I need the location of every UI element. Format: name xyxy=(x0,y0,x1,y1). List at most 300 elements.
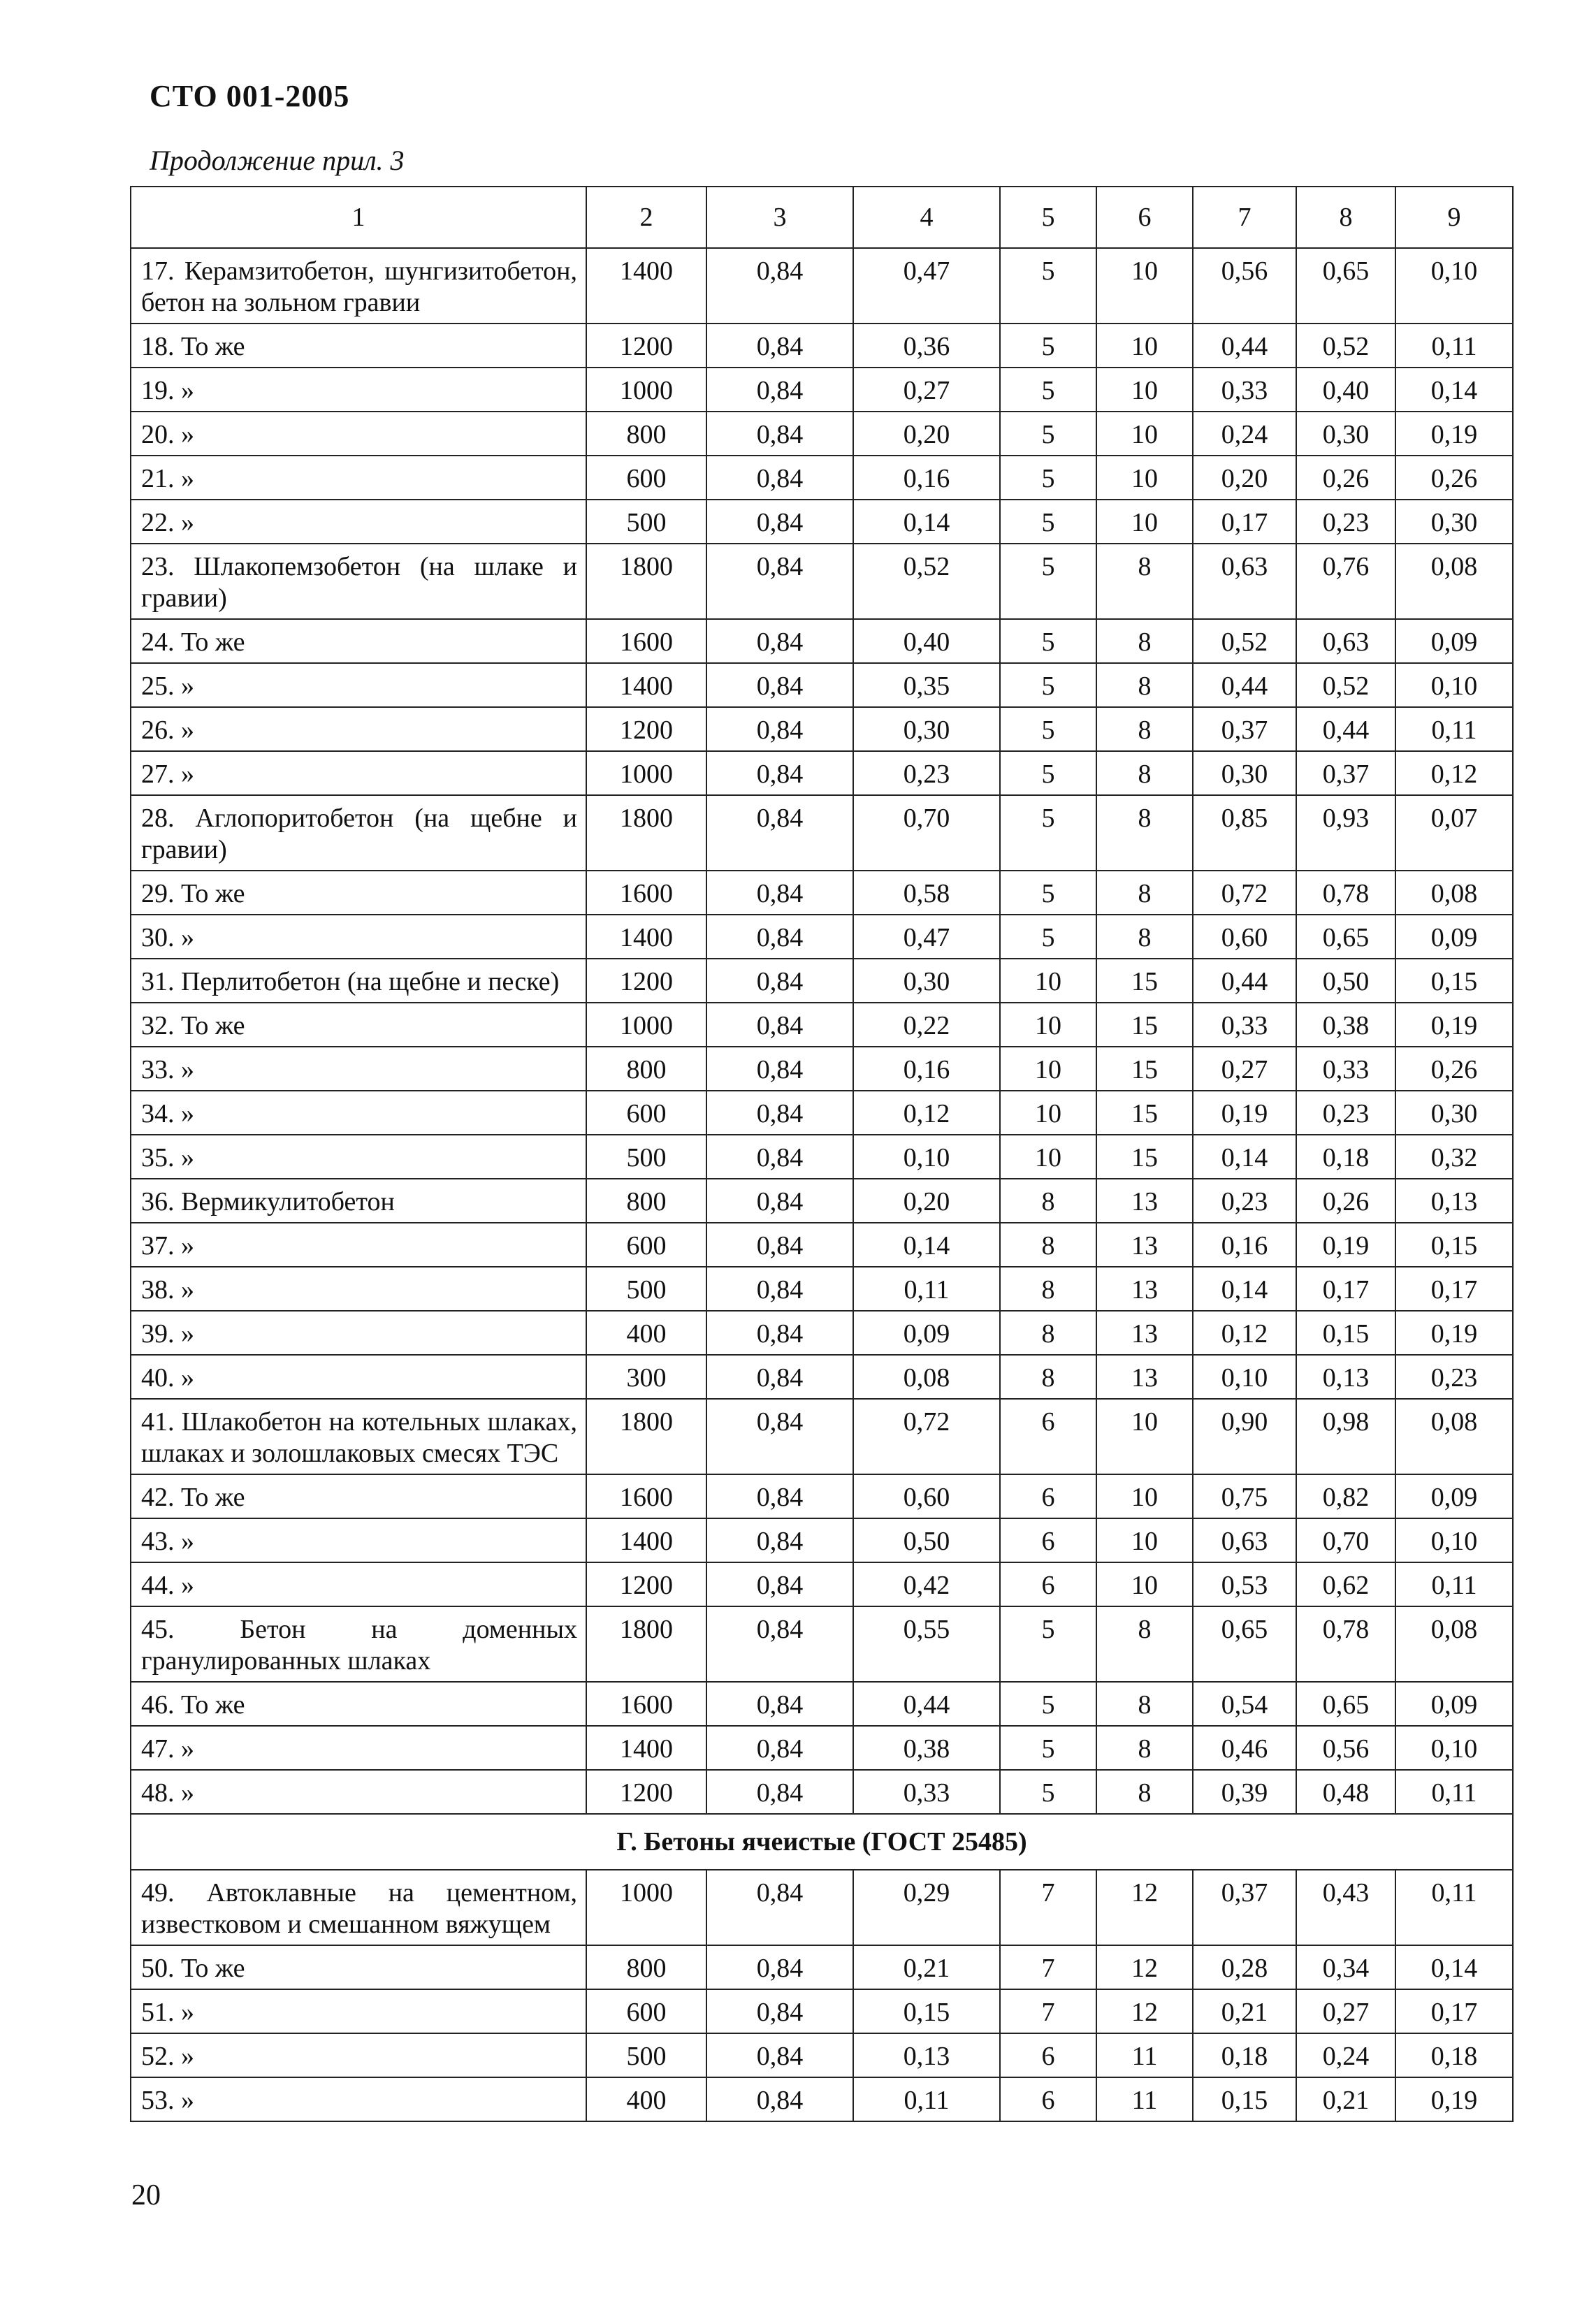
value-cell: 0,54 xyxy=(1193,1682,1296,1726)
value-cell: 0,09 xyxy=(1395,915,1513,959)
value-cell: 8 xyxy=(1000,1355,1096,1399)
value-cell: 0,15 xyxy=(1296,1311,1395,1355)
value-cell: 0,10 xyxy=(1193,1355,1296,1399)
value-cell: 8 xyxy=(1096,871,1193,915)
value-cell: 0,08 xyxy=(1395,544,1513,619)
value-cell: 0,44 xyxy=(1296,707,1395,751)
value-cell: 13 xyxy=(1096,1223,1193,1267)
table-row xyxy=(131,1474,1513,1518)
table-row xyxy=(131,1179,1513,1223)
value-cell: 10 xyxy=(1000,1047,1096,1091)
value-cell: 0,34 xyxy=(1296,1945,1395,1989)
material-name-cell: 38. » xyxy=(131,1267,586,1311)
value-cell: 5 xyxy=(1000,1606,1096,1682)
value-cell: 0,36 xyxy=(853,324,1000,368)
value-cell: 0,84 xyxy=(706,544,853,619)
value-cell: 0,11 xyxy=(1395,1870,1513,1945)
material-name-cell: 26. » xyxy=(131,707,586,751)
value-cell: 0,53 xyxy=(1193,1562,1296,1606)
value-cell: 0,76 xyxy=(1296,544,1395,619)
column-header: 1 xyxy=(131,187,586,248)
value-cell: 10 xyxy=(1096,456,1193,500)
value-cell: 10 xyxy=(1096,1474,1193,1518)
value-cell: 6 xyxy=(1000,1518,1096,1562)
value-cell: 0,19 xyxy=(1395,412,1513,456)
value-cell: 0,10 xyxy=(1395,1518,1513,1562)
material-name-cell: 18. То же xyxy=(131,324,586,368)
value-cell: 8 xyxy=(1096,1770,1193,1814)
value-cell: 10 xyxy=(1096,1399,1193,1474)
value-cell: 1200 xyxy=(586,707,706,751)
value-cell: 0,26 xyxy=(1395,456,1513,500)
value-cell: 5 xyxy=(1000,248,1096,324)
value-cell: 0,84 xyxy=(706,368,853,412)
value-cell: 0,84 xyxy=(706,1606,853,1682)
data-table-container xyxy=(130,186,1512,2122)
material-name-cell: 34. » xyxy=(131,1091,586,1135)
value-cell: 0,27 xyxy=(1193,1047,1296,1091)
table-row xyxy=(131,1870,1513,1945)
value-cell: 0,65 xyxy=(1193,1606,1296,1682)
value-cell: 0,60 xyxy=(1193,915,1296,959)
value-cell: 6 xyxy=(1000,1474,1096,1518)
table-row xyxy=(131,915,1513,959)
value-cell: 7 xyxy=(1000,1870,1096,1945)
value-cell: 5 xyxy=(1000,795,1096,871)
value-cell: 0,70 xyxy=(853,795,1000,871)
value-cell: 0,44 xyxy=(1193,663,1296,707)
value-cell: 8 xyxy=(1096,544,1193,619)
value-cell: 0,26 xyxy=(1296,456,1395,500)
value-cell: 8 xyxy=(1096,1726,1193,1770)
value-cell: 10 xyxy=(1000,1003,1096,1047)
value-cell: 0,30 xyxy=(1395,500,1513,544)
page-number: 20 xyxy=(131,2179,161,2211)
value-cell: 8 xyxy=(1096,1606,1193,1682)
value-cell: 0,09 xyxy=(1395,1682,1513,1726)
column-header: 5 xyxy=(1000,187,1096,248)
material-name-cell: 24. То же xyxy=(131,619,586,663)
value-cell: 8 xyxy=(1096,751,1193,795)
value-cell: 0,12 xyxy=(1395,751,1513,795)
value-cell: 0,09 xyxy=(853,1311,1000,1355)
value-cell: 0,65 xyxy=(1296,248,1395,324)
column-header: 3 xyxy=(706,187,853,248)
value-cell: 12 xyxy=(1096,1989,1193,2033)
value-cell: 8 xyxy=(1000,1267,1096,1311)
value-cell: 0,11 xyxy=(853,1267,1000,1311)
value-cell: 0,15 xyxy=(853,1989,1000,2033)
material-name-cell: 40. » xyxy=(131,1355,586,1399)
table-row xyxy=(131,1267,1513,1311)
document-code: СТО 001-2005 xyxy=(150,79,350,113)
value-cell: 15 xyxy=(1096,1003,1193,1047)
value-cell: 6 xyxy=(1000,1399,1096,1474)
value-cell: 0,40 xyxy=(853,619,1000,663)
value-cell: 0,39 xyxy=(1193,1770,1296,1814)
value-cell: 0,21 xyxy=(1193,1989,1296,2033)
value-cell: 10 xyxy=(1000,959,1096,1003)
column-header: 9 xyxy=(1395,187,1513,248)
value-cell: 0,16 xyxy=(853,1047,1000,1091)
table-row xyxy=(131,1726,1513,1770)
value-cell: 300 xyxy=(586,1355,706,1399)
value-cell: 0,08 xyxy=(1395,1399,1513,1474)
value-cell: 0,52 xyxy=(853,544,1000,619)
value-cell: 15 xyxy=(1096,959,1193,1003)
table-row xyxy=(131,1135,1513,1179)
column-header: 2 xyxy=(586,187,706,248)
value-cell: 0,30 xyxy=(853,707,1000,751)
value-cell: 0,47 xyxy=(853,915,1000,959)
value-cell: 0,26 xyxy=(1395,1047,1513,1091)
material-name-cell: 39. » xyxy=(131,1311,586,1355)
value-cell: 0,63 xyxy=(1296,619,1395,663)
table-row xyxy=(131,1945,1513,1989)
value-cell: 0,56 xyxy=(1296,1726,1395,1770)
value-cell: 0,84 xyxy=(706,871,853,915)
value-cell: 0,37 xyxy=(1193,707,1296,751)
table-row xyxy=(131,456,1513,500)
value-cell: 0,16 xyxy=(853,456,1000,500)
value-cell: 0,84 xyxy=(706,1562,853,1606)
value-cell: 0,84 xyxy=(706,1223,853,1267)
value-cell: 1000 xyxy=(586,1870,706,1945)
value-cell: 0,33 xyxy=(1193,1003,1296,1047)
value-cell: 0,14 xyxy=(1193,1267,1296,1311)
table-row xyxy=(131,1562,1513,1606)
value-cell: 0,84 xyxy=(706,1355,853,1399)
material-name-cell: 43. » xyxy=(131,1518,586,1562)
value-cell: 0,84 xyxy=(706,412,853,456)
table-row xyxy=(131,1682,1513,1726)
material-name-cell: 41. Шлакобетон на котельных шлаках, шлаках и золошлаковых смесях ТЭС xyxy=(131,1399,586,1474)
value-cell: 0,19 xyxy=(1395,1311,1513,1355)
table-row xyxy=(131,1770,1513,1814)
value-cell: 0,27 xyxy=(1296,1989,1395,2033)
value-cell: 8 xyxy=(1000,1179,1096,1223)
value-cell: 5 xyxy=(1000,1682,1096,1726)
value-cell: 5 xyxy=(1000,751,1096,795)
value-cell: 1800 xyxy=(586,1606,706,1682)
material-name-cell: 53. » xyxy=(131,2077,586,2121)
value-cell: 0,47 xyxy=(853,248,1000,324)
value-cell: 8 xyxy=(1096,707,1193,751)
value-cell: 0,84 xyxy=(706,1945,853,1989)
value-cell: 0,82 xyxy=(1296,1474,1395,1518)
value-cell: 0,30 xyxy=(1395,1091,1513,1135)
value-cell: 0,85 xyxy=(1193,795,1296,871)
material-name-cell: 33. » xyxy=(131,1047,586,1091)
value-cell: 0,84 xyxy=(706,915,853,959)
value-cell: 0,84 xyxy=(706,2033,853,2077)
value-cell: 0,30 xyxy=(853,959,1000,1003)
value-cell: 0,84 xyxy=(706,1474,853,1518)
value-cell: 0,18 xyxy=(1193,2033,1296,2077)
value-cell: 0,62 xyxy=(1296,1562,1395,1606)
material-name-cell: 37. » xyxy=(131,1223,586,1267)
value-cell: 0,65 xyxy=(1296,915,1395,959)
value-cell: 0,08 xyxy=(1395,1606,1513,1682)
value-cell: 600 xyxy=(586,1091,706,1135)
value-cell: 5 xyxy=(1000,1770,1096,1814)
material-name-cell: 22. » xyxy=(131,500,586,544)
value-cell: 0,10 xyxy=(1395,248,1513,324)
value-cell: 500 xyxy=(586,2033,706,2077)
section-row xyxy=(131,1814,1513,1870)
value-cell: 0,27 xyxy=(853,368,1000,412)
value-cell: 0,60 xyxy=(853,1474,1000,1518)
value-cell: 0,38 xyxy=(853,1726,1000,1770)
material-name-cell: 29. То же xyxy=(131,871,586,915)
properties-table xyxy=(130,186,1514,2122)
value-cell: 0,84 xyxy=(706,751,853,795)
value-cell: 0,11 xyxy=(1395,707,1513,751)
value-cell: 0,84 xyxy=(706,959,853,1003)
value-cell: 0,14 xyxy=(1395,1945,1513,1989)
value-cell: 0,15 xyxy=(1395,959,1513,1003)
value-cell: 0,56 xyxy=(1193,248,1296,324)
value-cell: 0,08 xyxy=(853,1355,1000,1399)
material-name-cell: 44. » xyxy=(131,1562,586,1606)
material-name-cell: 32. То же xyxy=(131,1003,586,1047)
material-name-cell: 52. » xyxy=(131,2033,586,2077)
value-cell: 8 xyxy=(1000,1223,1096,1267)
value-cell: 0,84 xyxy=(706,1047,853,1091)
table-row xyxy=(131,871,1513,915)
table-row xyxy=(131,1091,1513,1135)
value-cell: 800 xyxy=(586,1047,706,1091)
value-cell: 0,11 xyxy=(1395,324,1513,368)
value-cell: 8 xyxy=(1096,795,1193,871)
value-cell: 800 xyxy=(586,412,706,456)
value-cell: 5 xyxy=(1000,1726,1096,1770)
table-body xyxy=(131,248,1513,2121)
value-cell: 0,84 xyxy=(706,1518,853,1562)
value-cell: 5 xyxy=(1000,707,1096,751)
value-cell: 0,78 xyxy=(1296,871,1395,915)
value-cell: 0,14 xyxy=(1395,368,1513,412)
value-cell: 1000 xyxy=(586,368,706,412)
value-cell: 0,19 xyxy=(1193,1091,1296,1135)
value-cell: 1600 xyxy=(586,1682,706,1726)
table-row xyxy=(131,1399,1513,1474)
value-cell: 0,58 xyxy=(853,871,1000,915)
value-cell: 10 xyxy=(1096,1518,1193,1562)
value-cell: 0,23 xyxy=(1296,1091,1395,1135)
value-cell: 12 xyxy=(1096,1945,1193,1989)
value-cell: 8 xyxy=(1096,1682,1193,1726)
value-cell: 10 xyxy=(1096,324,1193,368)
table-row xyxy=(131,1606,1513,1682)
value-cell: 0,11 xyxy=(1395,1770,1513,1814)
value-cell: 0,84 xyxy=(706,1770,853,1814)
value-cell: 8 xyxy=(1096,619,1193,663)
value-cell: 5 xyxy=(1000,619,1096,663)
value-cell: 0,17 xyxy=(1395,1267,1513,1311)
value-cell: 0,15 xyxy=(1395,1223,1513,1267)
value-cell: 0,48 xyxy=(1296,1770,1395,1814)
value-cell: 11 xyxy=(1096,2033,1193,2077)
value-cell: 13 xyxy=(1096,1179,1193,1223)
value-cell: 1600 xyxy=(586,1474,706,1518)
value-cell: 0,84 xyxy=(706,1870,853,1945)
value-cell: 10 xyxy=(1096,368,1193,412)
value-cell: 0,84 xyxy=(706,619,853,663)
value-cell: 1800 xyxy=(586,544,706,619)
material-name-cell: 28. Аглопоритобетон (на щебне и гравии) xyxy=(131,795,586,871)
value-cell: 0,12 xyxy=(853,1091,1000,1135)
value-cell: 0,50 xyxy=(853,1518,1000,1562)
material-name-cell: 51. » xyxy=(131,1989,586,2033)
value-cell: 800 xyxy=(586,1179,706,1223)
value-cell: 0,23 xyxy=(853,751,1000,795)
value-cell: 0,21 xyxy=(853,1945,1000,1989)
value-cell: 1000 xyxy=(586,751,706,795)
value-cell: 0,15 xyxy=(1193,2077,1296,2121)
value-cell: 0,72 xyxy=(1193,871,1296,915)
value-cell: 0,18 xyxy=(1296,1135,1395,1179)
value-cell: 5 xyxy=(1000,368,1096,412)
material-name-cell: 46. То же xyxy=(131,1682,586,1726)
value-cell: 0,93 xyxy=(1296,795,1395,871)
value-cell: 0,90 xyxy=(1193,1399,1296,1474)
table-row xyxy=(131,368,1513,412)
value-cell: 0,35 xyxy=(853,663,1000,707)
material-name-cell: 47. » xyxy=(131,1726,586,1770)
table-row xyxy=(131,1311,1513,1355)
value-cell: 0,24 xyxy=(1193,412,1296,456)
value-cell: 0,52 xyxy=(1296,663,1395,707)
value-cell: 0,30 xyxy=(1193,751,1296,795)
table-row xyxy=(131,795,1513,871)
value-cell: 15 xyxy=(1096,1091,1193,1135)
value-cell: 0,84 xyxy=(706,324,853,368)
value-cell: 0,17 xyxy=(1193,500,1296,544)
value-cell: 0,10 xyxy=(1395,663,1513,707)
value-cell: 1400 xyxy=(586,663,706,707)
value-cell: 7 xyxy=(1000,1945,1096,1989)
value-cell: 0,63 xyxy=(1193,1518,1296,1562)
value-cell: 0,10 xyxy=(1395,1726,1513,1770)
material-name-cell: 17. Керамзитобетон, шунгизитобетон, бетон на зольном гравии xyxy=(131,248,586,324)
value-cell: 0,84 xyxy=(706,1399,853,1474)
material-name-cell: 27. » xyxy=(131,751,586,795)
column-header: 4 xyxy=(853,187,1000,248)
value-cell: 0,52 xyxy=(1296,324,1395,368)
value-cell: 0,84 xyxy=(706,1989,853,2033)
material-name-cell: 42. То же xyxy=(131,1474,586,1518)
material-name-cell: 25. » xyxy=(131,663,586,707)
value-cell: 0,33 xyxy=(1296,1047,1395,1091)
value-cell: 0,23 xyxy=(1296,500,1395,544)
value-cell: 0,84 xyxy=(706,2077,853,2121)
value-cell: 600 xyxy=(586,1989,706,2033)
value-cell: 0,44 xyxy=(853,1682,1000,1726)
value-cell: 0,12 xyxy=(1193,1311,1296,1355)
material-name-cell: 19. » xyxy=(131,368,586,412)
section-title: Г. Бетоны ячеистые (ГОСТ 25485) xyxy=(131,1814,1513,1870)
value-cell: 500 xyxy=(586,500,706,544)
value-cell: 7 xyxy=(1000,1989,1096,2033)
table-row xyxy=(131,707,1513,751)
value-cell: 0,75 xyxy=(1193,1474,1296,1518)
value-cell: 8 xyxy=(1000,1311,1096,1355)
value-cell: 0,33 xyxy=(853,1770,1000,1814)
value-cell: 5 xyxy=(1000,500,1096,544)
value-cell: 5 xyxy=(1000,871,1096,915)
value-cell: 1400 xyxy=(586,1726,706,1770)
value-cell: 12 xyxy=(1096,1870,1193,1945)
value-cell: 0,23 xyxy=(1193,1179,1296,1223)
value-cell: 0,30 xyxy=(1296,412,1395,456)
value-cell: 6 xyxy=(1000,2033,1096,2077)
value-cell: 15 xyxy=(1096,1135,1193,1179)
value-cell: 13 xyxy=(1096,1355,1193,1399)
value-cell: 400 xyxy=(586,2077,706,2121)
value-cell: 0,33 xyxy=(1193,368,1296,412)
value-cell: 400 xyxy=(586,1311,706,1355)
table-row xyxy=(131,751,1513,795)
value-cell: 1400 xyxy=(586,915,706,959)
value-cell: 0,20 xyxy=(853,1179,1000,1223)
material-name-cell: 48. » xyxy=(131,1770,586,1814)
value-cell: 0,84 xyxy=(706,1003,853,1047)
table-row xyxy=(131,1223,1513,1267)
value-cell: 1600 xyxy=(586,871,706,915)
value-cell: 0,65 xyxy=(1296,1682,1395,1726)
value-cell: 0,32 xyxy=(1395,1135,1513,1179)
value-cell: 0,84 xyxy=(706,1179,853,1223)
value-cell: 0,84 xyxy=(706,456,853,500)
material-name-cell: 23. Шлакопемзобетон (на шлаке и гравии) xyxy=(131,544,586,619)
value-cell: 0,84 xyxy=(706,248,853,324)
value-cell: 1200 xyxy=(586,1562,706,1606)
value-cell: 0,50 xyxy=(1296,959,1395,1003)
value-cell: 0,20 xyxy=(853,412,1000,456)
value-cell: 1200 xyxy=(586,1770,706,1814)
value-cell: 0,29 xyxy=(853,1870,1000,1945)
value-cell: 0,20 xyxy=(1193,456,1296,500)
continuation-label: Продолжение прил. 3 xyxy=(150,145,405,176)
value-cell: 10 xyxy=(1096,248,1193,324)
table-header xyxy=(131,187,1513,248)
table-row xyxy=(131,500,1513,544)
value-cell: 0,14 xyxy=(853,500,1000,544)
value-cell: 0,11 xyxy=(1395,1562,1513,1606)
value-cell: 1400 xyxy=(586,248,706,324)
value-cell: 0,17 xyxy=(1395,1989,1513,2033)
value-cell: 0,43 xyxy=(1296,1870,1395,1945)
table-row xyxy=(131,412,1513,456)
value-cell: 1600 xyxy=(586,619,706,663)
value-cell: 0,24 xyxy=(1296,2033,1395,2077)
value-cell: 0,84 xyxy=(706,1091,853,1135)
value-cell: 10 xyxy=(1096,500,1193,544)
value-cell: 0,84 xyxy=(706,1267,853,1311)
value-cell: 1200 xyxy=(586,959,706,1003)
value-cell: 8 xyxy=(1096,915,1193,959)
table-row xyxy=(131,248,1513,324)
material-name-cell: 20. » xyxy=(131,412,586,456)
value-cell: 500 xyxy=(586,1135,706,1179)
value-cell: 0,23 xyxy=(1395,1355,1513,1399)
value-cell: 0,40 xyxy=(1296,368,1395,412)
value-cell: 5 xyxy=(1000,412,1096,456)
value-cell: 10 xyxy=(1000,1091,1096,1135)
table-row xyxy=(131,1003,1513,1047)
value-cell: 0,16 xyxy=(1193,1223,1296,1267)
